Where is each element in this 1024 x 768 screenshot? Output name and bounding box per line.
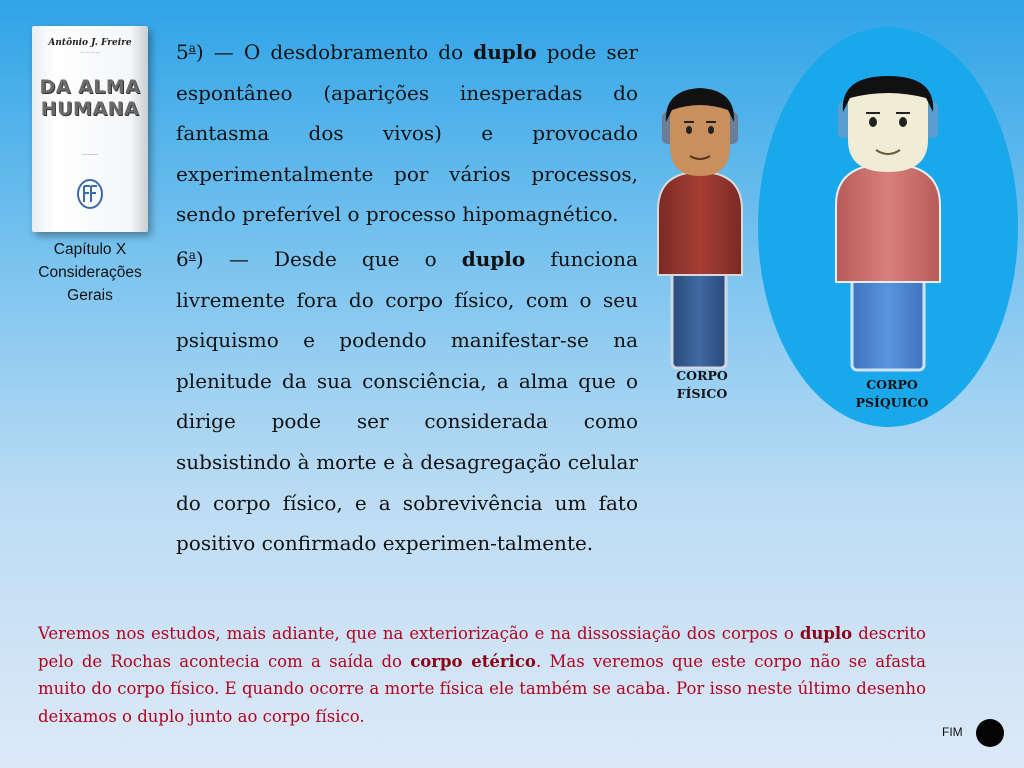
psychic-pants: [852, 272, 924, 370]
book-author: Antônio J. Freire: [48, 38, 132, 48]
end-label: FIM: [942, 725, 963, 739]
psychic-body-figure: [836, 76, 940, 370]
paragraph-5: 5$^a$) — O desdobramento do duplo pode ser espontâneo (aparições inesperadas do fantasma dos vivos) e provocado experimentalmente por vários processos, sendo preferível o processo hipomagnético.: [176, 40, 639, 227]
chapter-caption: Capítulo X Considerações Gerais: [38, 241, 142, 304]
book-subline: — — — —: [80, 50, 100, 55]
keyword-duplo: duplo: [461, 246, 526, 271]
label-psychic-body: CORPO PSÍQUICO: [855, 377, 929, 410]
physical-pants: [672, 268, 726, 368]
keyword-duplo: duplo: [799, 624, 853, 643]
keyword-duplo: duplo: [473, 40, 537, 64]
book-edition-mark: ———: [82, 152, 98, 158]
explanatory-note: Veremos nos estudos, mais adiante, que na exteriorização e na dissossiação dos corpos o duplo descrito pelo de Rochas acontecia com a saída do corpo etérico. Mas veremos que este corpo não se afasta muito do corpo físico. E quando ocorre a morte física ele também se acaba. Por isso neste último desenho deixamos o duplo junto ao corpo físico.: [38, 624, 926, 726]
psychic-shirt: [836, 164, 940, 282]
paragraph-6: 6$^a$) — Desde que o duplo funciona livremente fora do corpo físico, com o seu psiquismo e podendo manifestar-se na plenitude da sua consciência, a alma que o dirige pode ser considerada como subsistindo à morte e à desagregação celular do corpo físico, e a sobrevivência um fato positivo confirmado experimen-talmente.: [176, 246, 638, 556]
end-button[interactable]: [976, 719, 1004, 747]
label-physical-body: CORPO FÍSICO: [676, 368, 728, 401]
book-title: DA ALMA HUMANA: [39, 76, 141, 120]
physical-shirt: [658, 172, 742, 275]
keyword-corpo-eterico: corpo etérico: [410, 651, 536, 671]
psychic-head: [848, 84, 928, 172]
physical-body-figure: [658, 88, 742, 368]
